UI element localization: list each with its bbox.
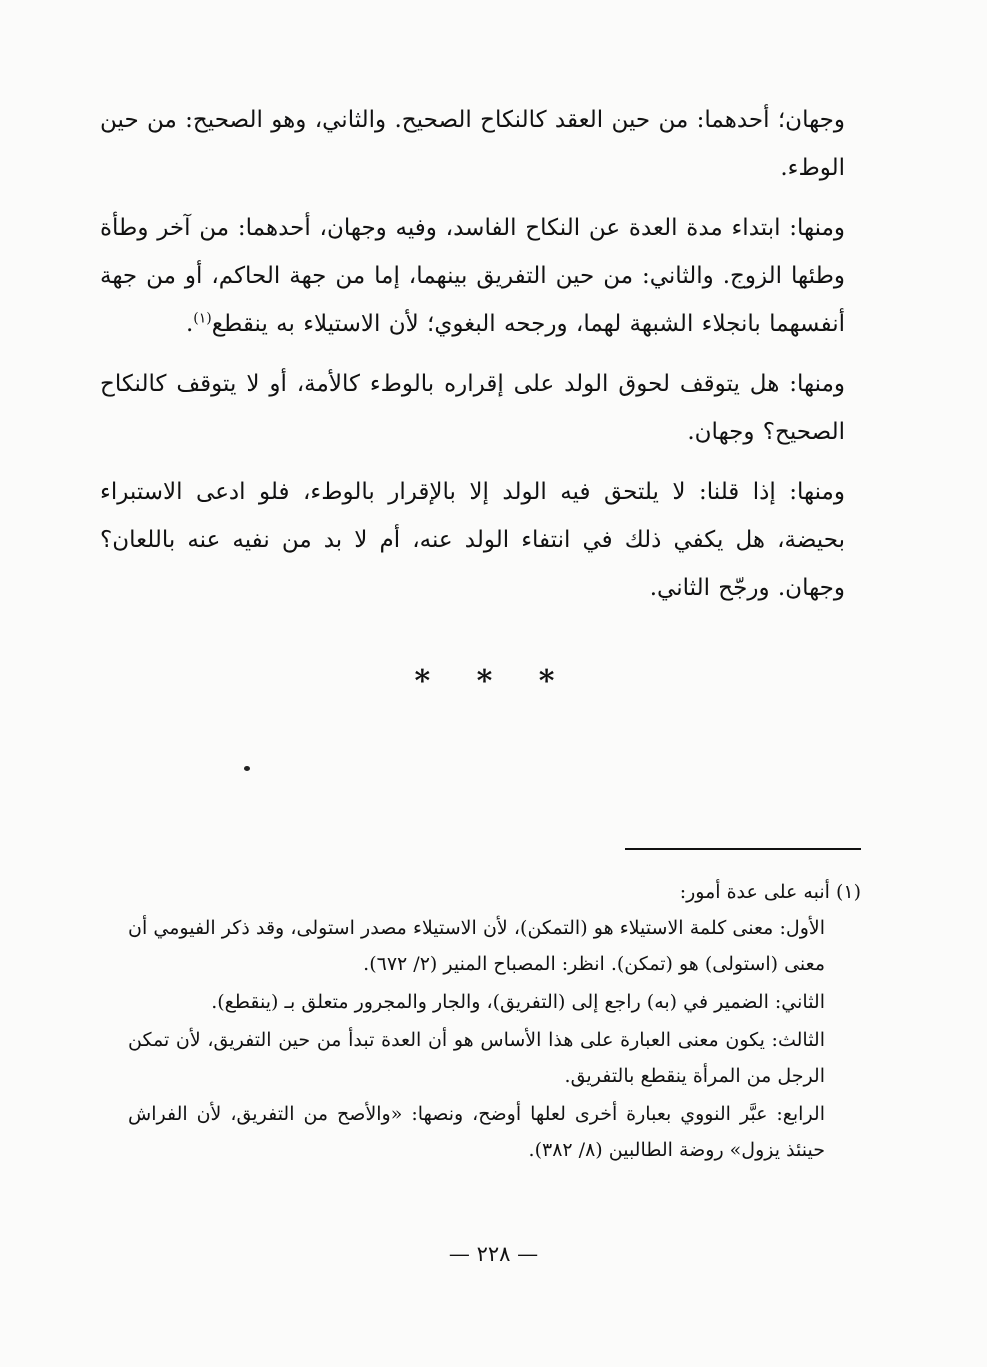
- paragraph-2-end: .: [185, 311, 194, 337]
- ink-speck: [244, 766, 250, 771]
- footnote-item-3: الثالث: يكون معنى العبارة على هذا الأساس هو أن العدة تبدأ من حين التفريق، لأن تمكن الرجل من المرأة ينقطع بالتفريق.: [128, 1029, 825, 1087]
- footnote-item-2: الثاني: الضمير في (به) راجع إلى (التفريق)، والجار والمجرور متعلق بـ (ينقطع).: [211, 991, 825, 1013]
- paragraph-3: ومنها: هل يتوقف لحوق الولد على إقراره بالوطء كالأمة، أو لا يتوقف كالنكاح الصحيح؟ وجهان.: [100, 371, 845, 445]
- section-separator: * * *: [414, 664, 573, 699]
- footnote-item-4: الرابع: عبَّر النووي بعبارة أخرى لعلها أوضح، ونصها: «والأصح من التفريق، لأن الفراش حينئذ يزول» روضة الطالبين (٨/ ٣٨٢).: [128, 1103, 825, 1161]
- footnotes: [128, 874, 861, 1170]
- footnote-header: (١) أنبه على عدة أمور:: [679, 881, 861, 903]
- paragraph-2-text: ومنها: ابتداء مدة العدة عن النكاح الفاسد، وفيه وجهان، أحدهما: من آخر وطأة وطئها الزوج. والثاني: من حين التفريق بينهما، إما من جهة الحاكم، أو من جهة أنفسهما بانجلاء الشبهة لهما، ورجحه البغوي؛ لأن الاستيلاء به ينقطع: [100, 215, 845, 337]
- main-text: [100, 96, 845, 624]
- footnote-reference[interactable]: (١): [193, 310, 212, 327]
- footnote-rule: [625, 848, 861, 850]
- paragraph-2: [100, 204, 845, 348]
- page-number: — ٢٢٨ —: [448, 1242, 539, 1266]
- footnote-item-1: الأول: معنى كلمة الاستيلاء هو (التمكن)، لأن الاستيلاء مصدر استولى، وقد ذكر الفيومي أن معنى (استولى) هو (تمكن). انظر: المصباح المنير (٢/ ٦٧٢).: [128, 917, 825, 975]
- paragraph-4: ومنها: إذا قلنا: لا يلتحق فيه الولد إلا بالإقرار بالوطء، فلو ادعى الاستبراء بحيضة، هل يكفي ذلك في انتفاء الولد عنه، أم لا بد من نفيه عنه باللعان؟ وجهان. ورجّح الثاني.: [100, 479, 845, 601]
- paragraph-1: وجهان؛ أحدهما: من حين العقد كالنكاح الصحيح. والثاني، وهو الصحيح: من حين الوطء.: [100, 107, 845, 181]
